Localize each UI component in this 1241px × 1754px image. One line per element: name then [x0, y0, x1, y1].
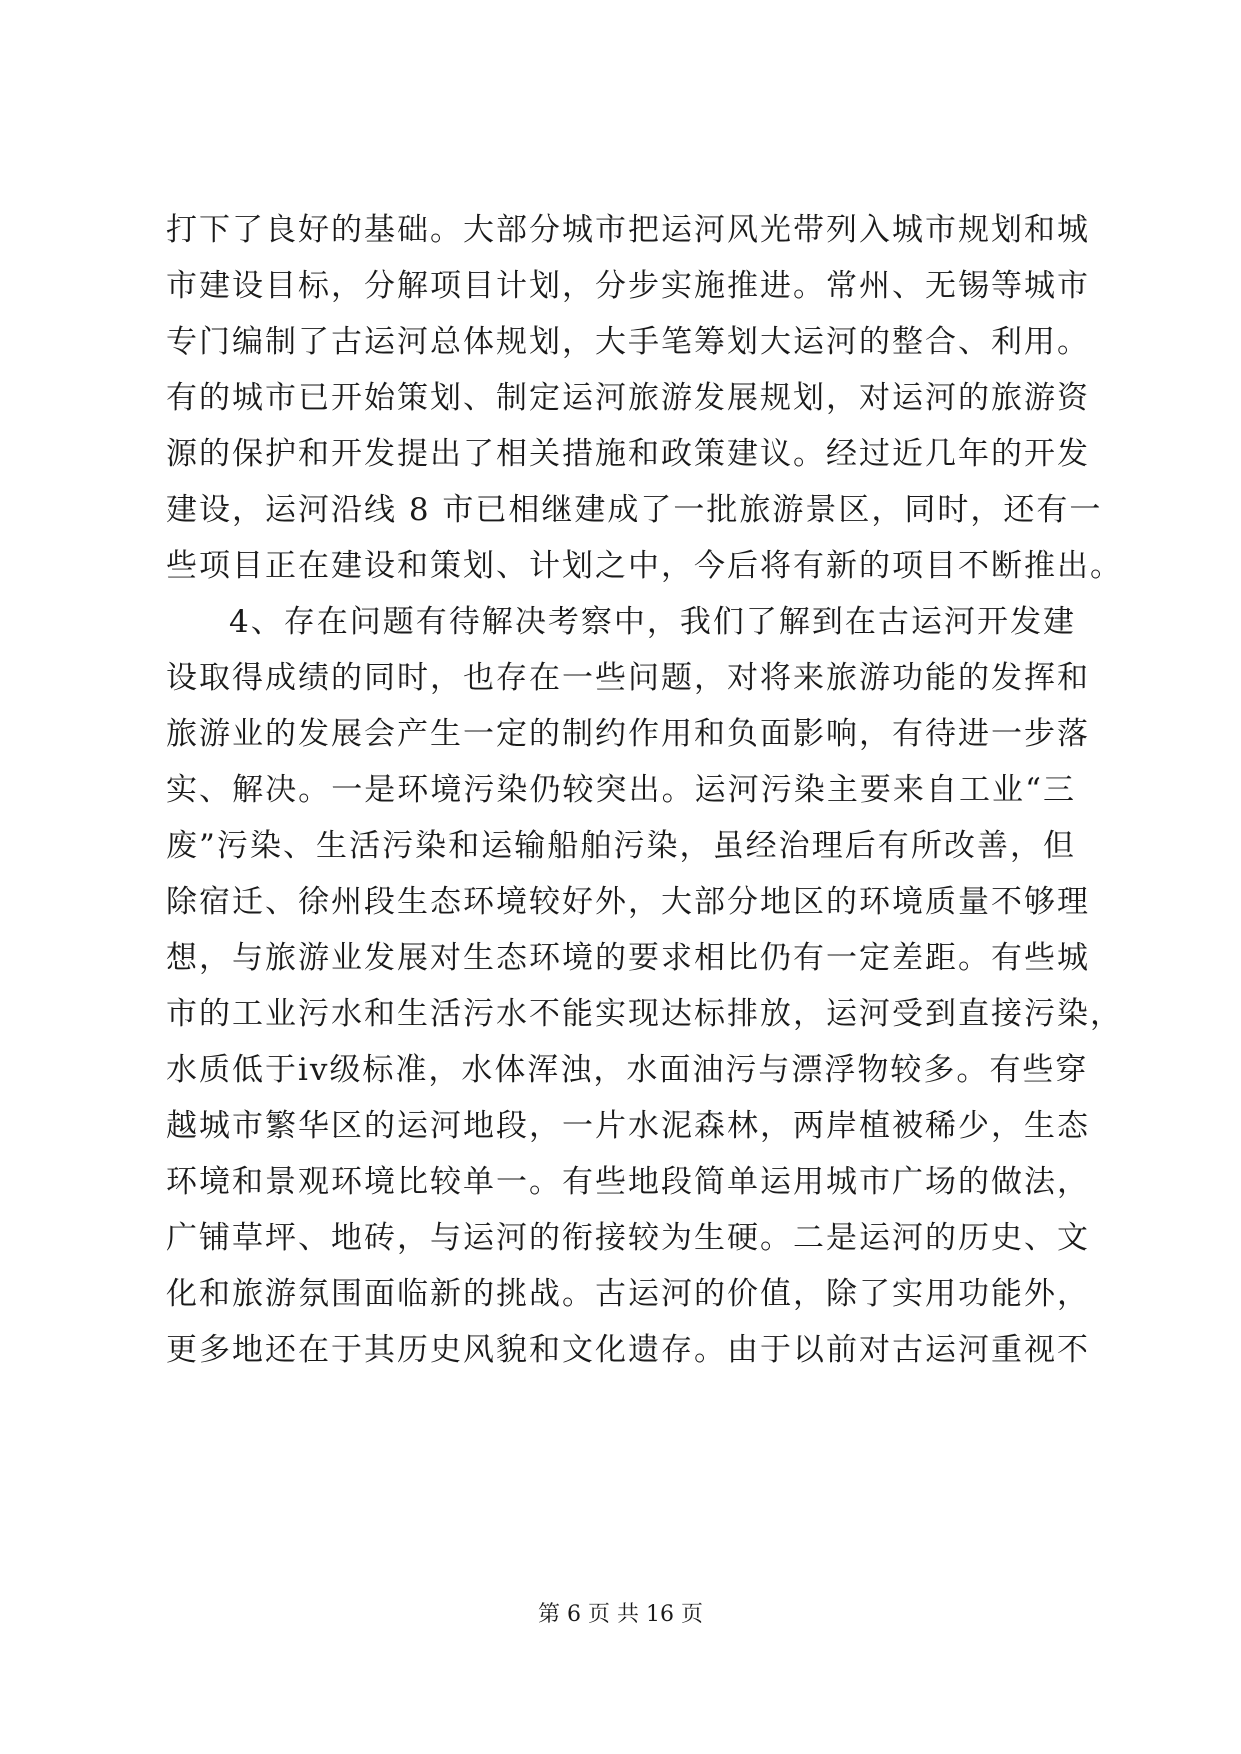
body-text-line: 源的保护和开发提出了相关措施和政策建议。经过近几年的开发: [166, 436, 1090, 472]
body-text-line: 市建设目标，分解项目计划，分步实施推进。常州、无锡等城市: [166, 268, 1090, 304]
body-text-line: 些项目正在建设和策划、计划之中，今后将有新的项目不断推出。: [166, 548, 1123, 584]
body-text-line: 有的城市已开始策划、制定运河旅游发展规划，对运河的旅游资: [166, 380, 1090, 416]
body-text-line: 化和旅游氛围面临新的挑战。古运河的价值，除了实用功能外，: [166, 1276, 1090, 1312]
page-number-footer: 第 6 页 共 16 页: [538, 1602, 703, 1627]
paragraph-first-line: 4、存在问题有待解决考察中，我们了解到在古运河开发建: [229, 604, 1076, 640]
body-text-line: 专门编制了古运河总体规划，大手笔筹划大运河的整合、利用。: [166, 324, 1090, 360]
body-text-line: 实、解决。一是环境污染仍较突出。运河污染主要来自工业“三: [166, 772, 1076, 808]
body-text-line: 废”污染、生活污染和运输船舶污染，虽经治理后有所改善，但: [166, 828, 1076, 864]
body-text-line: 环境和景观环境比较单一。有些地段简单运用城市广场的做法，: [166, 1164, 1090, 1200]
body-text-line: 设取得成绩的同时，也存在一些问题，对将来旅游功能的发挥和: [166, 660, 1090, 696]
body-text-line: 想，与旅游业发展对生态环境的要求相比仍有一定差距。有些城: [166, 940, 1090, 976]
body-text-line: 市的工业污水和生活污水不能实现达标排放，运河受到直接污染，: [166, 996, 1123, 1032]
body-text-line: 除宿迁、徐州段生态环境较好外，大部分地区的环境质量不够理: [166, 884, 1090, 920]
body-text-line: 越城市繁华区的运河地段，一片水泥森林，两岸植被稀少，生态: [166, 1108, 1090, 1144]
body-text-line: 广铺草坪、地砖，与运河的衔接较为生硬。二是运河的历史、文: [166, 1220, 1090, 1256]
body-text-line: 旅游业的发展会产生一定的制约作用和负面影响，有待进一步落: [166, 716, 1090, 752]
body-text-line: 打下了良好的基础。大部分城市把运河风光带列入城市规划和城: [166, 212, 1090, 248]
body-text-line: 更多地还在于其历史风貌和文化遗存。由于以前对古运河重视不: [166, 1332, 1090, 1368]
body-text-line: 建设，运河沿线 8 市已相继建成了一批旅游景区，同时，还有一: [166, 492, 1103, 528]
body-text-line: 水质低于iv级标准，水体浑浊，水面油污与漂浮物较多。有些穿: [166, 1052, 1089, 1088]
